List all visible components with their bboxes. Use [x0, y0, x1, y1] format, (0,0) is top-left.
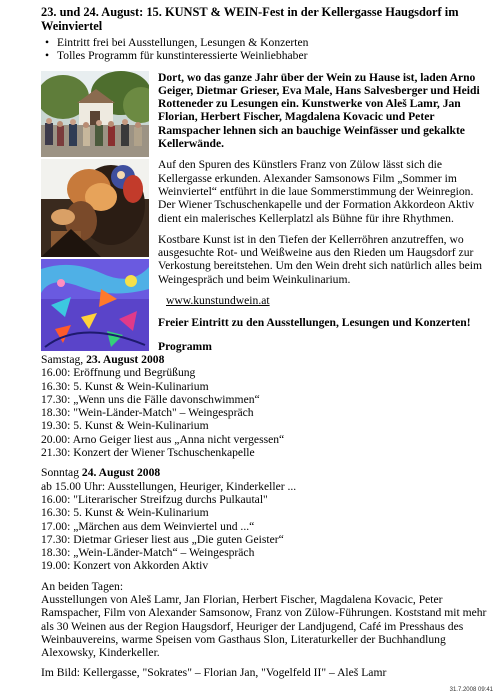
program-line: 20.00: Arno Geiger liest aus „Anna nicht vergessen“: [41, 432, 285, 446]
both-days-heading: An beiden Tagen:: [41, 579, 124, 593]
vogelfeld-painting: [41, 259, 149, 351]
program-line: 16.30: 5. Kunst & Wein-Kulinarium: [41, 379, 209, 393]
programm-heading: Programm: [158, 339, 212, 353]
program-line: ab 15.00 Uhr: Ausstellungen, Heuriger, Kinderkeller ...: [41, 479, 297, 493]
website-link[interactable]: www.kunstundwein.at: [166, 294, 270, 308]
program-line: 18.30: „Wein-Länder-Match“ – Weingespräch: [41, 546, 255, 560]
program-line: 16.00: Eröffnung und Begrüßung: [41, 366, 196, 380]
image-caption: Im Bild: Kellergasse, "Sokrates" – Florian Jan, "Vogelfeld II" – Aleš Lamr: [41, 666, 387, 680]
sunday-date: 24. August 2008: [81, 466, 161, 480]
image-column: [41, 71, 151, 353]
text-column: [158, 71, 489, 353]
highlight-item: • Eintritt frei bei Ausstellungen, Lesungen & Konzerten: [41, 36, 489, 49]
program-line: 17.00: „Märchen aus dem Weinviertel und ...“: [41, 519, 255, 533]
sokrates-painting: [41, 159, 149, 257]
program-line: 16.30: 5. Kunst & Wein-Kulinarium: [41, 506, 209, 520]
saturday-date: 23. August 2008: [86, 352, 165, 366]
saturday-heading: Samstag, 23. August 2008: [41, 352, 165, 366]
article-title: 23. und 24. August: 15. KUNST & WEIN-Fest in der Kellergasse Haugsdorf im Weinviertel: [41, 5, 459, 33]
highlights-list: [41, 36, 489, 63]
lead-paragraph: Dort, wo das ganze Jahr über der Wein zu Hause ist, laden Arno Geiger, Dietmar Grieser, Eva Male, Hans Salvesberger und Heidi Rotteneder zu Lesungen ein. Kunstwerke von Aleš Lamr, Jan Florian, Herbert Fischer, Magdalena Kovacic und Peter Ramspacher lehnen sich an bauchige Weinfässer und gekalkte Kellerwände.: [158, 70, 480, 151]
both-days-text: Ausstellungen von Aleš Lamr, Jan Florian, Herbert Fischer, Magdalena Kovacic, Peter Ramspacher, Film von Alexander Samsonow, Franz von Zülow-Führungen. Koststand mit mehr als 30 Weinen aus der Region Haugsdorf, Heuriger der Landjugend, Café im Presshaus des Weinbauvereins, warme Speisen vom Gasthaus Slon, Literaturkeller der Buchhandlung Alexowsky, Kinderkeller.: [41, 592, 487, 660]
program-line: 18.30: "Wein-Länder-Match" – Weingespräch: [41, 406, 254, 420]
program-line: 17.30: Dietmar Grieser liest aus „Die guten Geister“: [41, 532, 284, 546]
kellergasse-photo: [41, 71, 149, 157]
schedule: [41, 353, 489, 680]
highlight-item: • Tolles Programm für kunstinteressierte Weinliebhaber: [41, 49, 489, 62]
program-line: 16.00: "Literarischer Streifzug durchs Pulkautal": [41, 492, 268, 506]
program-line: 17.30: „Wenn uns die Fälle davonschwimmen“: [41, 392, 260, 406]
program-line: 19.00: Konzert von Akkorden Aktiv: [41, 559, 209, 573]
saturday-program: [41, 366, 489, 459]
program-line: 21.30: Konzert der Wiener Tschuschenkapelle: [41, 446, 255, 460]
article: [41, 5, 489, 680]
sunday-program: [41, 480, 489, 573]
print-timestamp: 31.7.2008 09:41: [449, 686, 493, 693]
sunday-heading: Sonntag 24. August 2008: [41, 466, 161, 480]
program-line: 19.30: 5. Kunst & Wein-Kulinarium: [41, 419, 209, 433]
paragraph: Auf den Spuren des Künstlers Franz von Zülow lässt sich die Kellergasse erkunden. Alexander Samsonows Film „Sommer im Weinviertel“ entführt in die laue Sommerstimmung der Weinregion. Der Wiener Tschuschenkapelle und der Formation Akkordeon Aktiv dient ein malerisches Kellerplatzl als Bühne für ihre Rhythmen.: [158, 158, 475, 225]
free-entry-note: Freier Eintritt zu den Ausstellungen, Lesungen und Konzerten!: [158, 316, 471, 330]
article-body: [41, 71, 489, 353]
paragraph: Kostbare Kunst ist in den Tiefen der Kellerröhren anzutreffen, wo ausgesuchte Rot- und Weißweine aus den Rieden um Haugsdorf zur Verkostung bereitstehen. Um den Wein dreht sich natürlich alles beim Weingespräch und beim Weinkulinarium.: [158, 232, 483, 286]
